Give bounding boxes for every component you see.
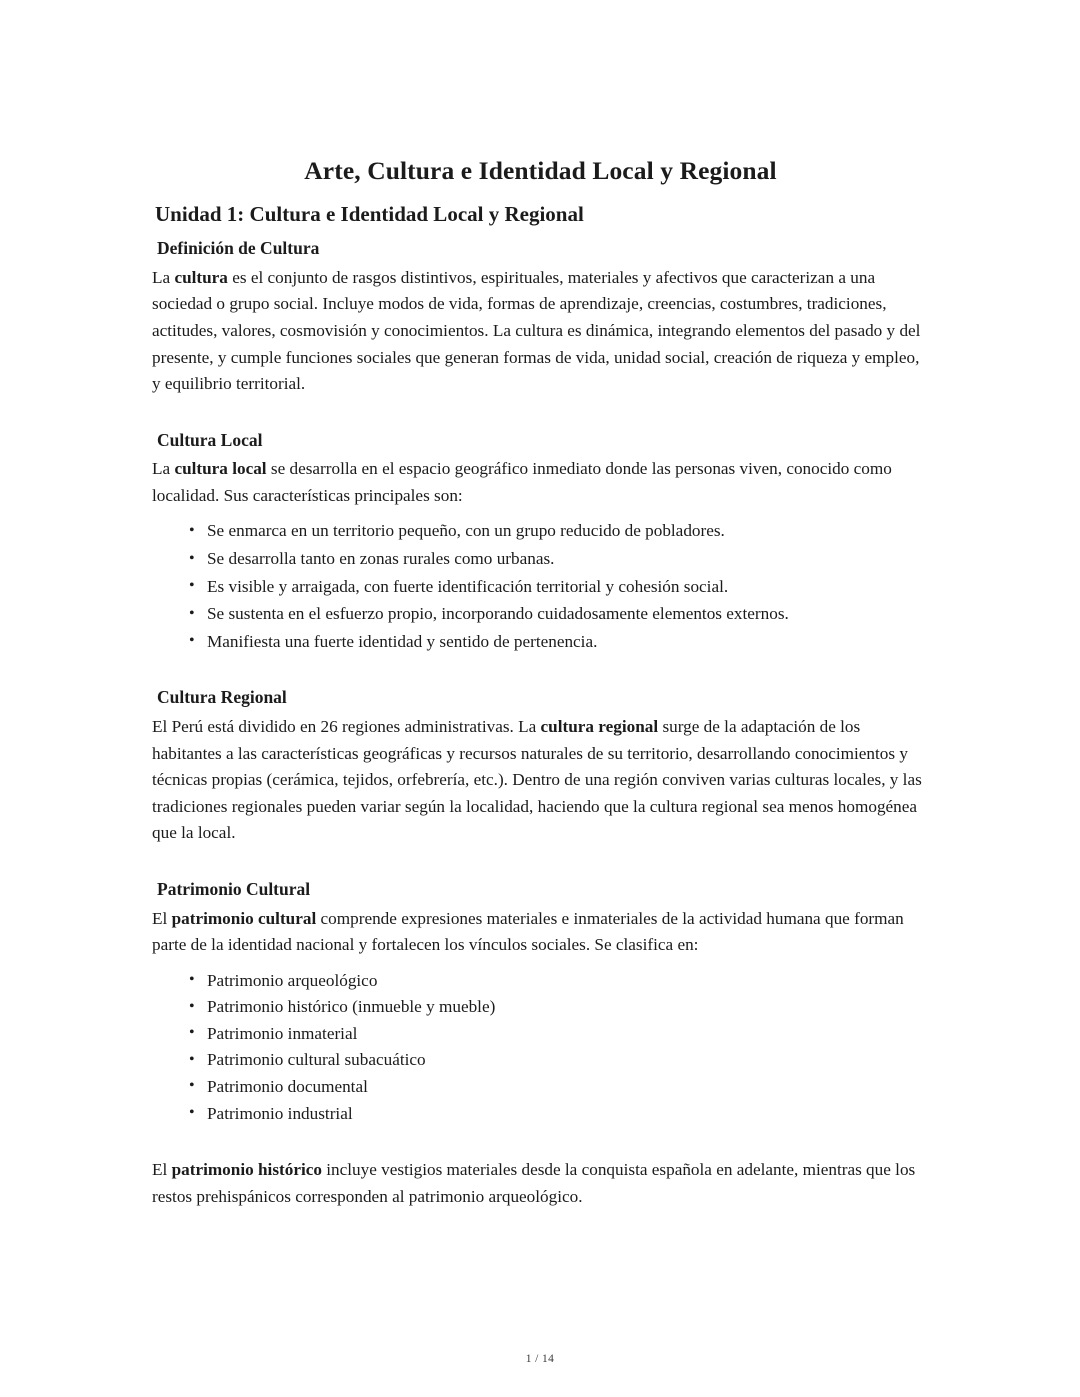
list-item: • Patrimonio industrial [152, 1101, 929, 1128]
inline-bold-term: patrimonio histórico [171, 1160, 322, 1180]
section-heading-cultura-local: Cultura Local [157, 429, 263, 450]
list-item: • Se enmarca en un territorio pequeño, con un grupo reducido de pobladores. [152, 518, 929, 545]
bullet-list-patrimonio [152, 968, 929, 1127]
paragraph-lead: La [152, 459, 175, 479]
section-heading-definicion-de-cultura: Definición de Cultura [157, 238, 320, 259]
paragraph-patrimonio-cultural [152, 906, 929, 959]
paragraph-lead: La [152, 267, 175, 287]
inline-bold-term: cultura local [174, 459, 267, 479]
document-content [152, 155, 929, 1210]
unit-heading: Unidad 1: Cultura e Identidad Local y Regional [155, 201, 584, 226]
paragraph-rest: comprende expresiones materiales e inmateriales de la actividad humana que forman parte de la identidad nacional y fortalecen los vínculos sociales. Se clasifica en: [152, 908, 904, 955]
paragraph-definicion-de-cultura [152, 265, 929, 398]
page-title: Arte, Cultura e Identidad Local y Regional [304, 156, 777, 185]
list-item: • Manifiesta una fuerte identidad y sentido de pertenencia. [152, 629, 929, 656]
list-item: • Es visible y arraigada, con fuerte identificación territorial y cohesión social. [152, 574, 929, 601]
paragraph-rest: se desarrolla en el espacio geográfico inmediato donde las personas viven, conocido como localidad. Sus características principales son: [152, 459, 892, 505]
paragraph-rest: surge de la adaptación de los habitantes a las características geográficas y recursos naturales de su territorio, desarrollando conocimientos y técnicas propias (cerámica, tejidos, orfebrería, etc.). Dentro de una región conviven varias culturas locales, y las tradiciones regionales pueden variar según la localidad, haciendo que la cultura regional sea menos homogénea que la local. [152, 716, 922, 843]
inline-bold-term: patrimonio cultural [171, 908, 317, 928]
inline-bold-term: cultura [174, 267, 228, 287]
paragraph-patrimonio-historico [152, 1157, 929, 1210]
list-item: • Patrimonio cultural subacuático [152, 1047, 929, 1074]
list-item: • Se desarrolla tanto en zonas rurales como urbanas. [152, 546, 929, 573]
paragraph-lead: El Perú está dividido en 26 regiones administrativas. La [152, 716, 541, 736]
section-heading-cultura-regional: Cultura Regional [157, 687, 287, 708]
page-number-footer: 1 / 14 [525, 1353, 555, 1365]
paragraph-lead: El [152, 1160, 172, 1180]
list-item: • Se sustenta en el esfuerzo propio, incorporando cuidadosamente elementos externos. [152, 601, 929, 628]
paragraph-rest: es el conjunto de rasgos distintivos, espirituales, materiales y afectivos que caracterizan a una sociedad o grupo social. Incluye modos de vida, formas de aprendizaje, creencias, costumbres, tradiciones, actitudes, valores, cosmovisión y conocimientos. La cultura es dinámica, integrando elementos del pasado y del presente, y cumple funciones sociales que generan formas de vida, unidad social, creación de riqueza y empleo, y equilibrio territorial. [152, 267, 921, 394]
paragraph-cultura-regional [152, 714, 929, 847]
list-item: • Patrimonio arqueológico [152, 968, 929, 995]
list-item: • Patrimonio inmaterial [152, 1021, 929, 1048]
paragraph-lead: El [152, 908, 172, 928]
list-item: • Patrimonio documental [152, 1074, 929, 1101]
list-item: • Patrimonio histórico (inmueble y mueble) [152, 994, 929, 1021]
inline-bold-term: cultura regional [540, 716, 659, 736]
bullet-list-cultura-local [152, 518, 929, 655]
section-heading-patrimonio-cultural: Patrimonio Cultural [157, 878, 311, 899]
paragraph-cultura-local [152, 456, 929, 509]
paragraph-rest: incluye vestigios materiales desde la conquista española en adelante, mientras que los restos prehispánicos corresponden al patrimonio arqueológico. [152, 1160, 916, 1206]
